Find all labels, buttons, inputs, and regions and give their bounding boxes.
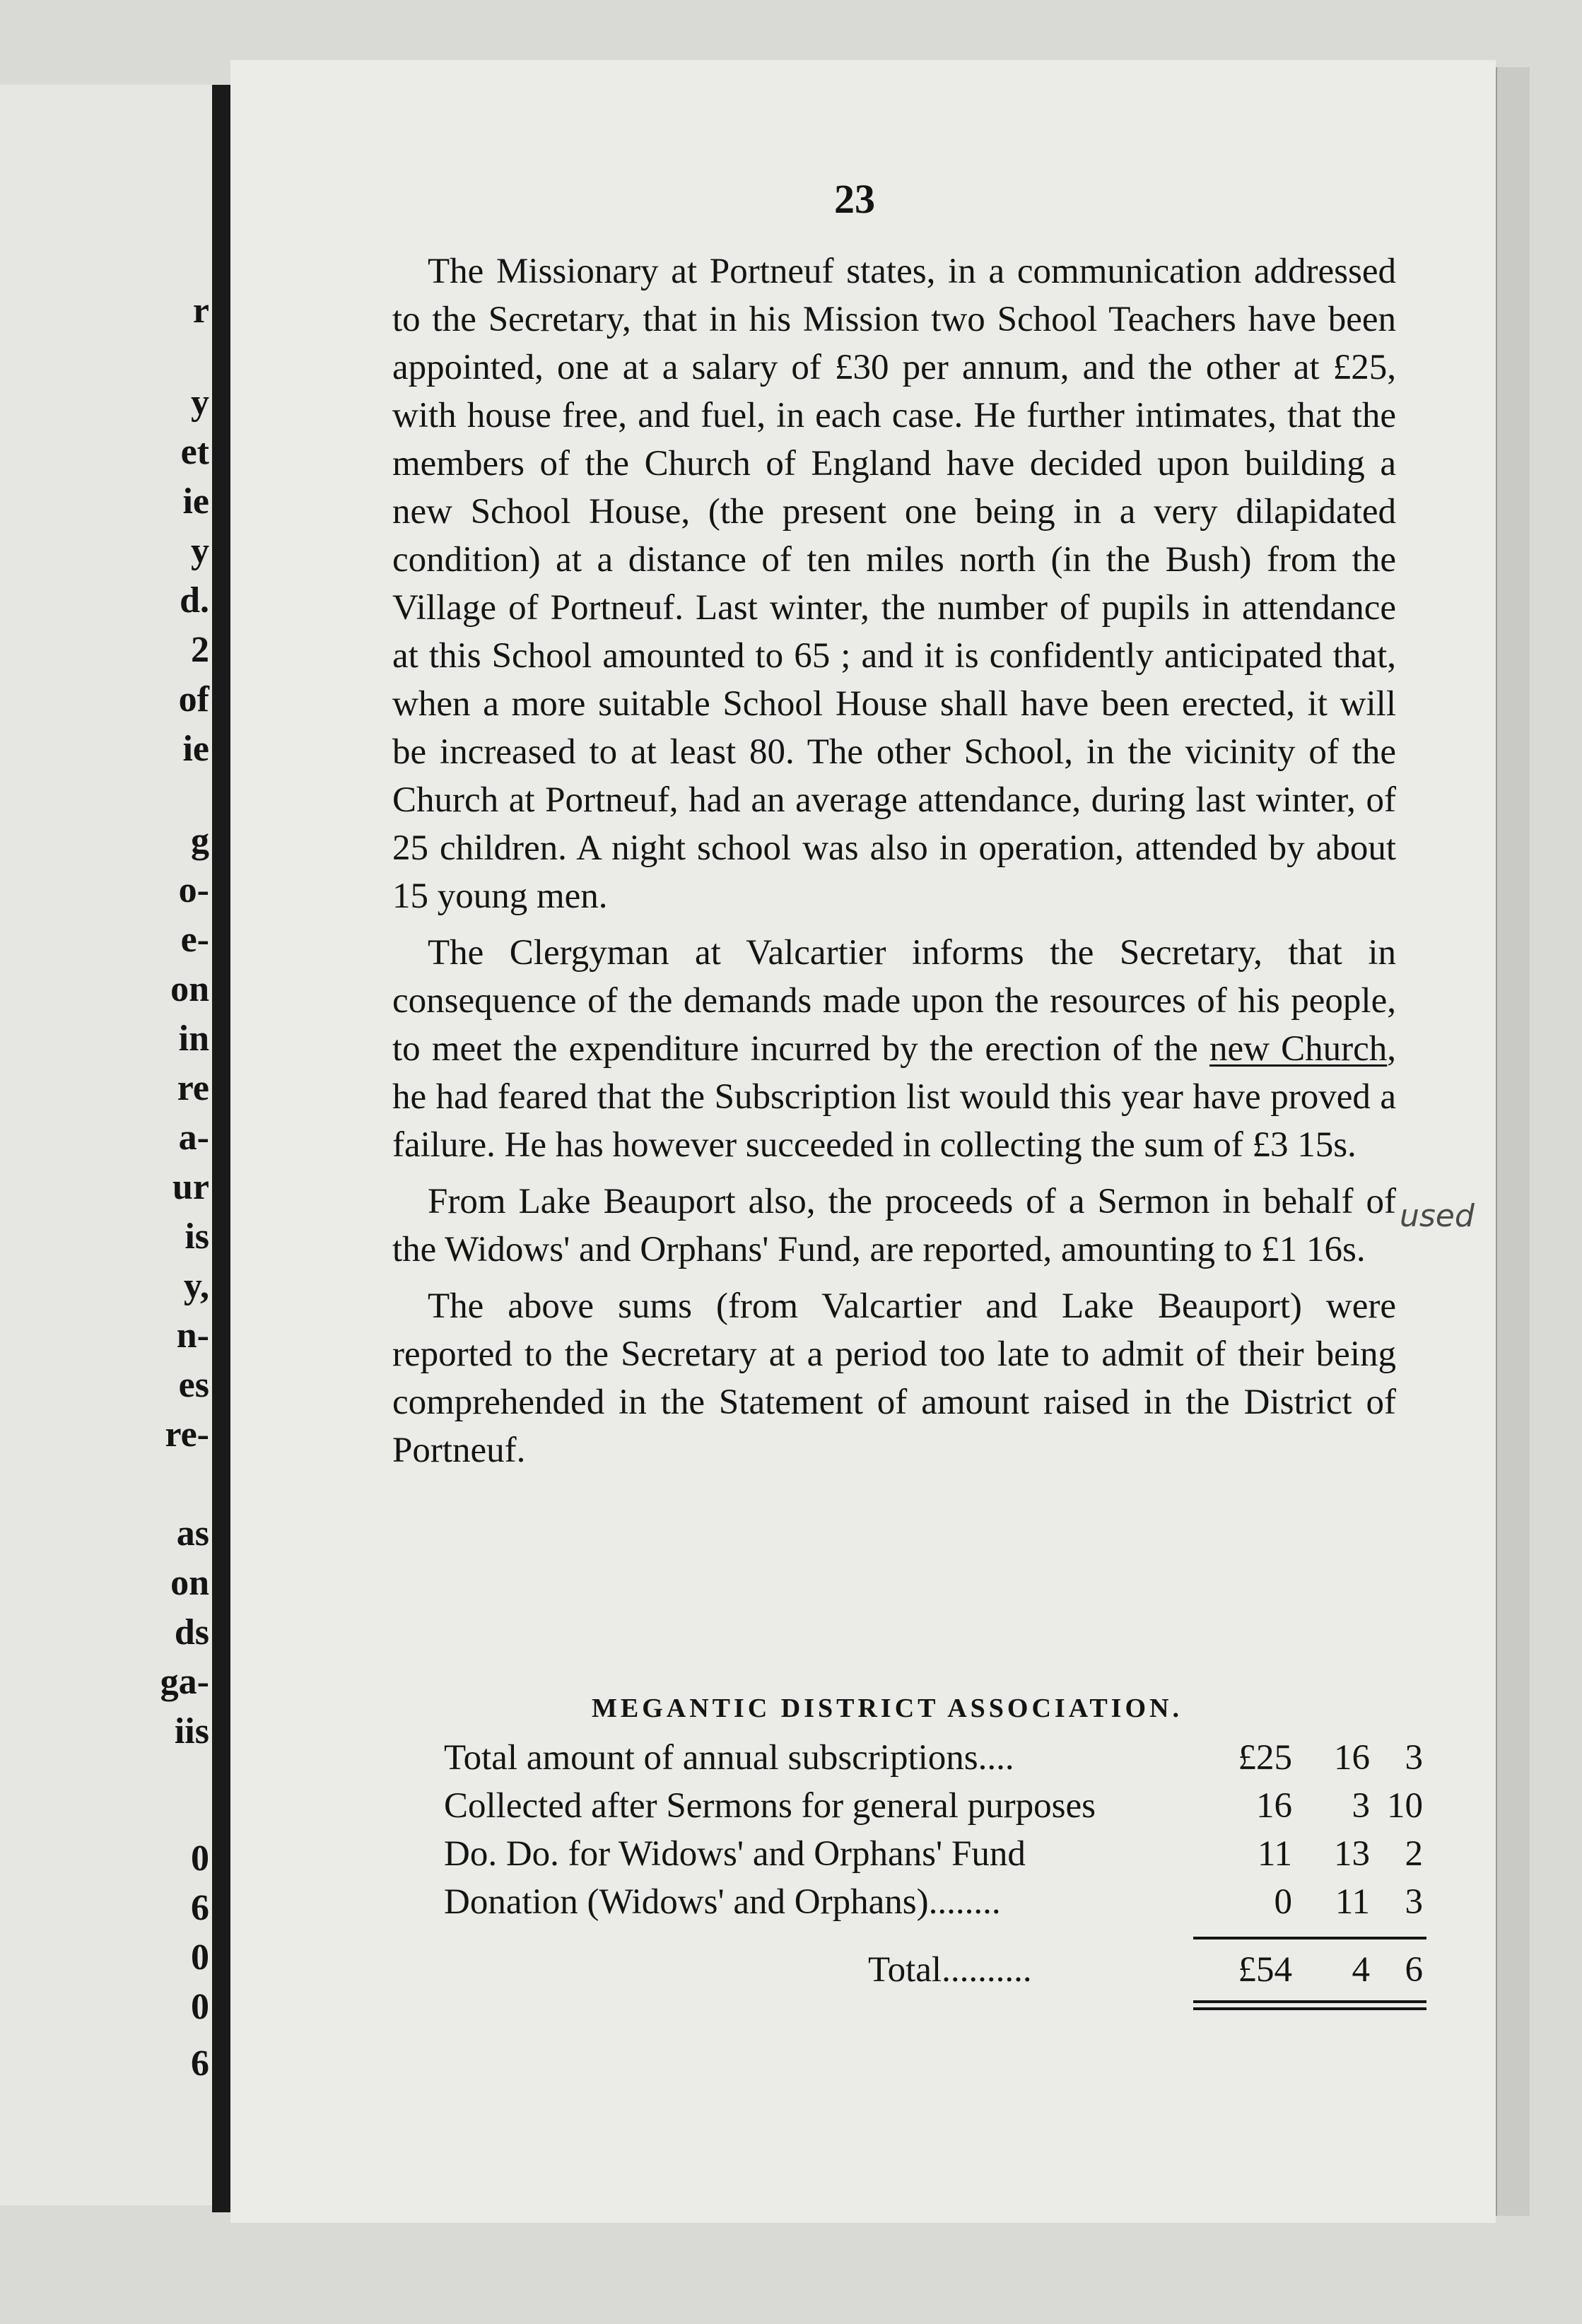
paragraph-late-report: The above sums (from Valcartier and Lake Beauport) were reported to the Secretary at a period too late to admit of their being comprehended in the Statement of amount raised in the District of Portneuf. bbox=[392, 1286, 1396, 1470]
page-number: 23 bbox=[834, 176, 875, 222]
paragraph-valcartier-start: The Clergyman at Valcartier informs the Secretary, that in consequence of the demands made upon the resources of his people, to meet the expenditure incurred by the erection of the bbox=[392, 933, 1396, 1069]
account-row-pence: 2 bbox=[1405, 1834, 1423, 1874]
account-row-pence: 3 bbox=[1405, 1738, 1423, 1778]
account-row bbox=[444, 1882, 1423, 1930]
left-page-fragment: 0 bbox=[191, 1987, 209, 2027]
left-page-fragment: 6 bbox=[191, 1888, 209, 1928]
account-total-shillings: 4 bbox=[1352, 1950, 1370, 1990]
account-total-pounds: £54 bbox=[1238, 1950, 1292, 1990]
left-page-edge bbox=[0, 85, 219, 2205]
left-page-fragment: ur bbox=[172, 1167, 209, 1207]
account-row-pounds: 16 bbox=[1256, 1786, 1292, 1826]
account-row-pounds: £25 bbox=[1238, 1738, 1292, 1778]
left-page-fragment: is bbox=[184, 1216, 209, 1257]
account-row-shillings: 13 bbox=[1334, 1834, 1370, 1874]
left-page-fragment: ga- bbox=[160, 1662, 209, 1702]
total-double-rule-bottom bbox=[1193, 2007, 1426, 2010]
page-edge-stack bbox=[1496, 67, 1530, 2216]
left-page-fragment: es bbox=[178, 1365, 209, 1405]
account-total-pence: 6 bbox=[1405, 1950, 1423, 1990]
left-page-fragment: y bbox=[191, 531, 209, 571]
left-page-fragment: on bbox=[170, 1563, 209, 1603]
body-text bbox=[392, 247, 1396, 1483]
paragraph-valcartier-end: , he had feared that the Subscription list would this year have proved a failure. He has however succeeded in collecting the sum of £3 15s. bbox=[392, 1029, 1396, 1165]
left-page-fragment: re- bbox=[165, 1414, 209, 1455]
left-page-fragment: g bbox=[191, 821, 209, 861]
left-page-fragment: as bbox=[176, 1513, 209, 1554]
left-page-fragment: y, bbox=[183, 1266, 209, 1306]
left-page-fragment: 0 bbox=[191, 1937, 209, 1978]
left-page-fragment: y bbox=[191, 382, 209, 423]
total-double-rule-top bbox=[1193, 2000, 1426, 2003]
handwritten-margin-note: used bbox=[1400, 1198, 1475, 1234]
account-row-shillings: 11 bbox=[1335, 1882, 1370, 1922]
section-heading: MEGANTIC DISTRICT ASSOCIATION. bbox=[592, 1694, 1183, 1723]
left-page-fragment: re bbox=[177, 1068, 209, 1108]
paragraph-valcartier bbox=[392, 929, 1396, 1169]
book-spine-gutter bbox=[212, 85, 232, 2212]
left-page-fragment: in bbox=[178, 1019, 209, 1059]
left-page-fragment: n- bbox=[176, 1315, 209, 1356]
left-page-fragment: e- bbox=[180, 920, 209, 960]
left-page-fragment: ie bbox=[182, 481, 209, 522]
account-total-label: Total.......... bbox=[868, 1950, 1032, 1990]
left-page-fragment: 2 bbox=[191, 630, 209, 670]
left-page-fragment: of bbox=[178, 679, 209, 720]
account-row-pence: 10 bbox=[1387, 1786, 1423, 1826]
left-page-fragment: ds bbox=[174, 1612, 209, 1653]
paragraph-portneuf: The Missionary at Portneuf states, in a communication addressed to the Secretary, that in his Mission two School Teachers have been appointed, one at a salary of £30 per annum, and the other at £25, with house free, and fuel, in each case. He further intimates, that the members of the Church of England have decided upon building a new School House, (the present one being in a very dilapidated condition) at a distance of ten miles north (in the Bush) from the Village of Portneuf. Last winter, the number of pupils in attendance at this School amounted to 65 ; and it is confidently anticipated that, when a more suitable School House shall have been erected, it will be increased to at least 80. The other School, in the vicinity of the Church at Portneuf, had an average attendance, during last winter, of 25 children. A night school was also in operation, attended by about 15 young men. bbox=[392, 252, 1396, 916]
paragraph-lake-beauport: From Lake Beauport also, the proceeds of a Sermon in behalf of the Widows' and Orphans' Fund, are reported, amounting to £1 16s. bbox=[392, 1182, 1396, 1269]
account-row-label: Total amount of annual subscriptions.... bbox=[444, 1738, 1014, 1778]
underlined-phrase: new Church bbox=[1209, 1029, 1388, 1069]
left-page-fragment: ie bbox=[182, 729, 209, 769]
account-row-pounds: 0 bbox=[1274, 1882, 1292, 1922]
account-row bbox=[444, 1737, 1423, 1785]
left-page-fragment: on bbox=[170, 969, 209, 1009]
left-page-fragment: 6 bbox=[191, 2043, 209, 2084]
left-page-fragment: 0 bbox=[191, 1838, 209, 1879]
left-page-fragment: a- bbox=[178, 1117, 209, 1158]
left-page-fragment: o- bbox=[178, 870, 209, 910]
account-row-label: Collected after Sermons for general purposes bbox=[444, 1786, 1096, 1826]
account-row-shillings: 3 bbox=[1352, 1786, 1370, 1826]
left-page-fragment: et bbox=[180, 432, 209, 472]
account-table bbox=[444, 1737, 1423, 1997]
account-row-label: Do. Do. for Widows' and Orphans' Fund bbox=[444, 1834, 1026, 1874]
account-total-row bbox=[444, 1949, 1423, 1997]
account-row bbox=[444, 1785, 1423, 1833]
account-row-pence: 3 bbox=[1405, 1882, 1423, 1922]
left-page-fragment: iis bbox=[174, 1711, 209, 1751]
account-row-shillings: 16 bbox=[1334, 1738, 1370, 1778]
account-row-label: Donation (Widows' and Orphans)........ bbox=[444, 1882, 1001, 1922]
subtotal-rule bbox=[1193, 1937, 1426, 1939]
left-page-fragment: r bbox=[192, 290, 209, 331]
account-row-pounds: 11 bbox=[1257, 1834, 1292, 1874]
left-page-fragment: d. bbox=[180, 580, 209, 621]
account-row bbox=[444, 1833, 1423, 1882]
